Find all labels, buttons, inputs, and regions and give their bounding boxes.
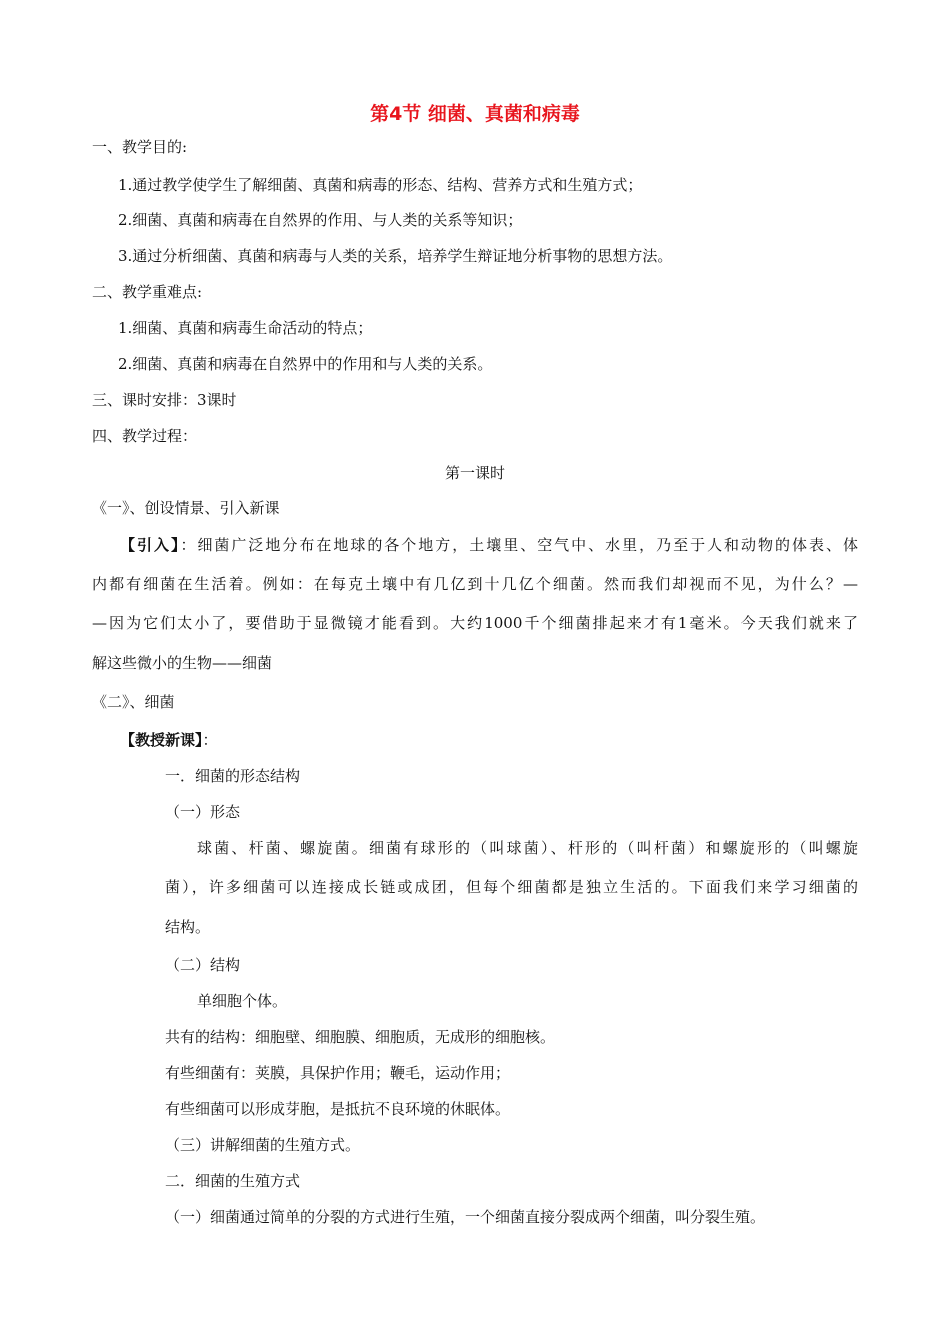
structure-line-3: 有些细菌有：荚膜，具保护作用；鞭毛，运动作用； <box>165 1064 511 1082</box>
intro-paragraph-line-4: 解这些微小的生物——细菌 <box>92 654 273 672</box>
heading-teaching-goals: 一、教学目的: <box>92 138 188 156</box>
page-title: 第4节 细菌、真菌和病毒 <box>370 103 580 125</box>
intro-paragraph-line-1 <box>120 535 858 555</box>
heading-process: 四、教学过程： <box>92 427 198 445</box>
heading-schedule: 三、课时安排：3课时 <box>92 391 237 409</box>
topic-1c-heading: （三）讲解细菌的生殖方式。 <box>165 1136 361 1154</box>
structure-line-2: 共有的结构：细胞壁、细胞膜、细胞质，无成形的细胞核。 <box>165 1028 556 1046</box>
topic-1a-heading: （一）形态 <box>165 803 241 821</box>
section-2-heading: 《二》、细菌 <box>92 693 175 711</box>
key-point-2: 2.细菌、真菌和病毒在自然界中的作用和与人类的关系。 <box>118 355 493 373</box>
goal-item-2: 2.细菌、真菌和病毒在自然界的作用、与人类的关系等知识； <box>118 211 523 229</box>
intro-label: 【引入】 <box>120 536 181 554</box>
teach-heading <box>120 730 218 750</box>
intro-text: ：细菌广泛地分布在地球的各个地方，土壤里、空气中、水里，乃至于人和动物的体表、体 <box>180 536 858 554</box>
topic-1-heading: 一．细菌的形态结构 <box>165 767 301 785</box>
teach-colon: ： <box>202 731 218 749</box>
goal-item-3: 3.通过分析细菌、真菌和病毒与人类的关系，培养学生辩证地分析事物的思想方法。 <box>118 247 673 265</box>
teach-label: 【教授新课】 <box>120 731 203 749</box>
topic-1b-heading: （二）结构 <box>165 956 241 974</box>
shape-paragraph-line-2: 菌），许多细菌可以连接成长链或成团，但每个细菌都是独立生活的。下面我们来学习细菌的 <box>165 878 858 896</box>
heading-key-points: 二、教学重难点: <box>92 283 203 301</box>
intro-paragraph-line-3: —因为它们太小了，要借助于显微镜才能看到。大约1000千个细菌排起来才有1毫米。今天我们就来了 <box>92 614 858 632</box>
section-1-heading: 《一》、创设情景、引入新课 <box>92 499 280 517</box>
topic-2a-text: （一）细菌通过简单的分裂的方式进行生殖，一个细菌直接分裂成两个细菌，叫分裂生殖。 <box>165 1208 766 1226</box>
intro-paragraph-line-2: 内都有细菌在生活着。例如：在每克土壤中有几亿到十几亿个细菌。然而我们却视而不见，为什么？— <box>92 575 858 593</box>
structure-line-1: 单细胞个体。 <box>197 992 288 1010</box>
lesson-heading: 第一课时 <box>444 464 505 482</box>
topic-2-heading: 二．细菌的生殖方式 <box>165 1172 301 1190</box>
shape-paragraph-line-1: 球菌、杆菌、螺旋菌。细菌有球形的（叫球菌）、杆形的（叫杆菌）和螺旋形的（叫螺旋 <box>197 839 858 857</box>
key-point-1: 1.细菌、真菌和病毒生命活动的特点； <box>118 319 373 337</box>
goal-item-1: 1.通过教学使学生了解细菌、真菌和病毒的形态、结构、营养方式和生殖方式； <box>118 176 643 194</box>
shape-paragraph-line-3: 结构。 <box>165 918 211 936</box>
structure-line-4: 有些细菌可以形成芽胞，是抵抗不良环境的休眠体。 <box>165 1100 511 1118</box>
